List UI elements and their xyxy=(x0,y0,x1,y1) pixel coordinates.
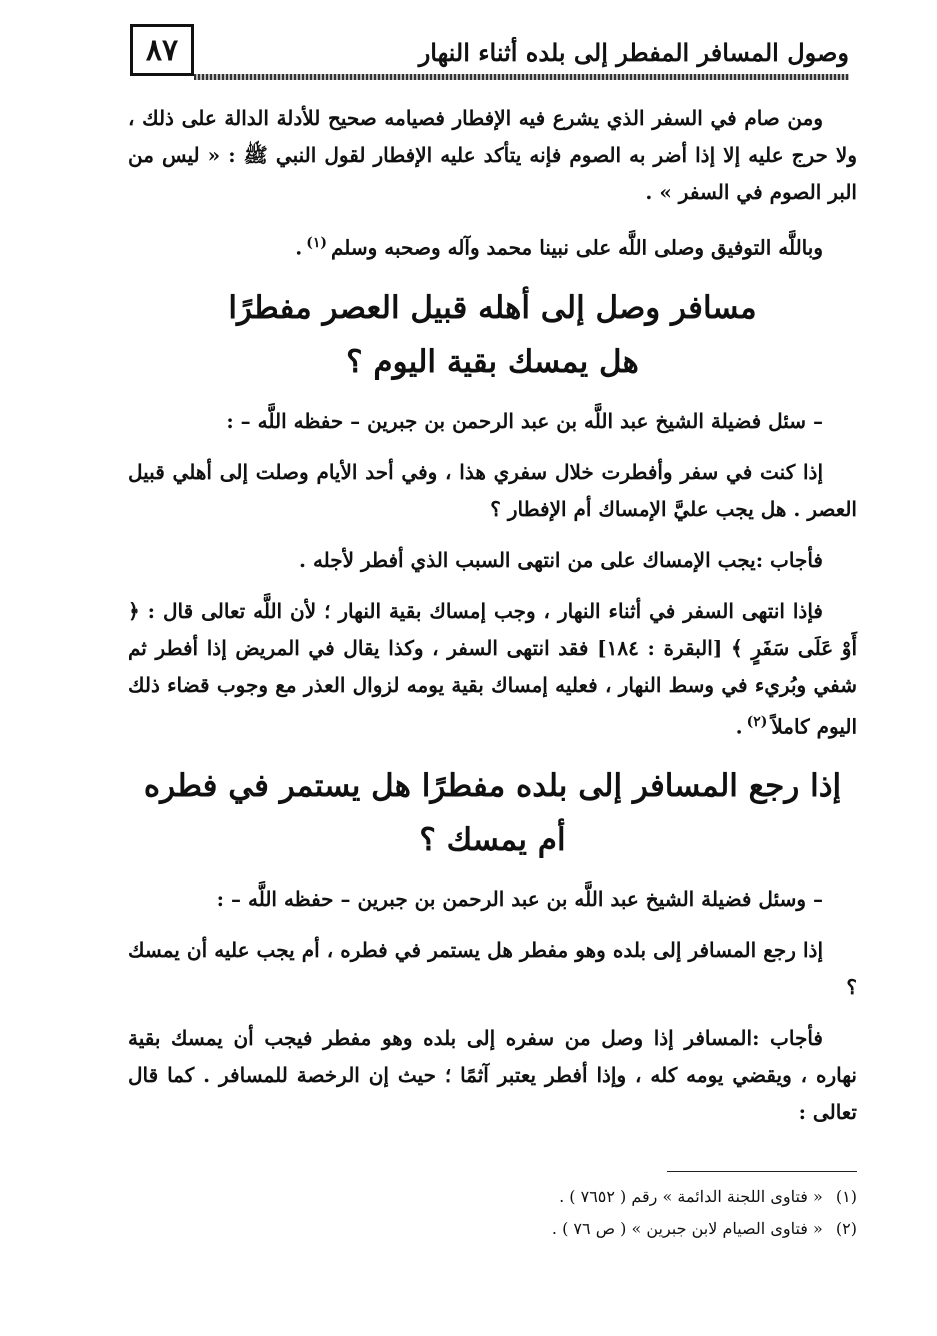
question1-heading-line2: هل يمسك بقية اليوم ؟ xyxy=(346,343,639,380)
footnotes xyxy=(300,1184,857,1248)
footnote-ref-2: (٢) xyxy=(746,713,768,730)
question1-heading-line1: مسافر وصل إلى أهله قبيل العصر مفطرًا xyxy=(228,289,757,326)
page-number: ٨٧ xyxy=(145,32,179,68)
footnote-ref-1: (١) xyxy=(306,235,327,251)
footnote-2-text: « فتاوى الصيام لابن جبرين » ( ص ٧٦ ) . xyxy=(551,1219,823,1238)
question2-heading xyxy=(128,759,857,867)
footnote-2 xyxy=(300,1216,857,1242)
question2-text: إذا رجع المسافر إلى بلده وهو مفطر هل يستمر في فطره ، أم يجب عليه أن يمسك ؟ xyxy=(128,938,857,1000)
question2-heading-line2: أم يمسك ؟ xyxy=(419,822,566,859)
closing-prayer xyxy=(128,225,857,267)
running-title: وصول المسافر المفطر إلى بلده أثناء النهار xyxy=(418,38,849,67)
footnote-1-number: (١) xyxy=(835,1187,857,1206)
page-number-box xyxy=(130,24,194,76)
footnote-2-number: (٢) xyxy=(835,1219,857,1238)
question1-answer-continued-text: فإذا انتهى السفر في أثناء النهار ، وجب إمساك بقية النهار ؛ لأن اللَّه تعالى قال : ﴿ أَوْ عَلَى سَفَرٍ ﴾ [البقرة : ١٨٤] فقد انتهى السفر ، وكذا يقال في المريض إذا أفطر ثم شفي وبُريء في وسط النهار ، فعليه إمساك بقية يومه لزوال العذر مع وجوب قضاء ذلك اليوم كاملاً xyxy=(128,598,857,739)
question2-asker: – وسئل فضيلة الشيخ عبد اللَّه بن عبد الرحمن بن جبرين – حفظه اللَّه – : xyxy=(216,887,823,912)
closing-prayer-text: وباللَّه التوفيق وصلى اللَّه على نبينا محمد وآله وصحبه وسلم xyxy=(330,235,823,260)
paragraph-fasting-in-travel: ومن صام في السفر الذي يشرع فيه الإفطار فصيامه صحيح للأدلة الدالة على ذلك ، ولا حرج عليه إلا إذا أضر به الصوم فإنه يتأكد عليه الإفطار لقول النبي ﷺ : « ليس من البر الصوم في السفر » . xyxy=(128,106,857,204)
question1-answer: فأجاب :يجب الإمساك على من انتهى السبب الذي أفطر لأجله . xyxy=(299,547,823,572)
footnote-1 xyxy=(300,1184,857,1210)
question2-answer: فأجاب :المسافر إذا وصل من سفره إلى بلده وهو مفطر فيجب أن يمسك بقية نهاره ، ويقضي يومه كله ، وإذا أفطر يعتبر آثمًا ؛ حيث إن الرخصة للمسافر . كما قال تعالى : xyxy=(128,1026,857,1125)
question1-heading xyxy=(128,281,857,389)
closing-prayer-end: . xyxy=(295,235,303,260)
footnote-separator xyxy=(667,1171,857,1172)
question1-answer-end: . xyxy=(735,714,743,739)
main-text xyxy=(128,100,857,1145)
running-header xyxy=(130,24,849,80)
question2-heading-line1: إذا رجع المسافر إلى بلده مفطرًا هل يستمر في فطره xyxy=(143,768,842,805)
question1-answer-continued xyxy=(128,593,857,746)
question1-asker: – سئل فضيلة الشيخ عبد اللَّه بن عبد الرحمن بن جبرين – حفظه اللَّه – : xyxy=(226,408,823,433)
header-rule xyxy=(194,74,849,80)
question1-text: إذا كنت في سفر وأفطرت خلال سفري هذا ، وفي أحد الأيام وصلت إلى أهلي قبيل العصر . هل يجب عليَّ الإمساك أم الإفطار ؟ xyxy=(128,459,857,521)
footnote-1-text: « فتاوى اللجنة الدائمة » رقم ( ٧٦٥٢ ) . xyxy=(559,1187,823,1206)
